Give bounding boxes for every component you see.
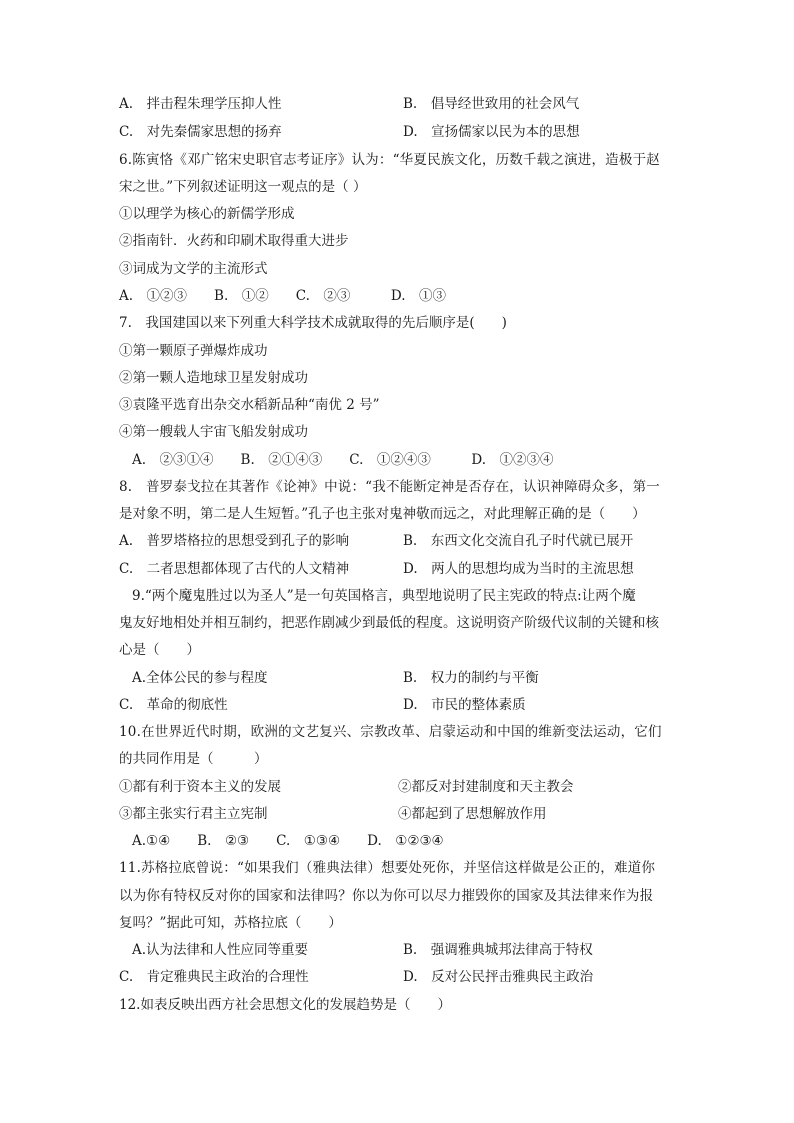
q9-option-a: A.全体公民的参与程度 (132, 670, 268, 686)
q9-option-d: D. 市民的整体素质 (403, 697, 526, 713)
q11-option-a: A.认为法律和人性应同等重要 (132, 942, 309, 958)
q5-option-c: C. 对先秦儒家思想的扬弃 (119, 124, 282, 140)
q10-stem-line-2: 的共同作用是（ ） (119, 751, 268, 767)
q9-stem-line-1: 9.“两个魔鬼胜过以为圣人”是一句英国格言，典型地说明了民主宪政的特点:让两个魔 (132, 588, 636, 604)
q5-option-a: A. 拌击程朱理学压抑人性 (119, 96, 282, 112)
q10-options: A.①④ B. ②③ C. ①③④ D. ①②③④ (132, 833, 444, 849)
q6-stem-line-1: 6.陈寅恪《邓广铭宋史职官志考证序》认为：“华夏民族文化，历数千载之演进，造极于赵 (119, 152, 660, 168)
q9-option-b: B. 权力的制约与平衡 (403, 670, 539, 686)
q7-item-3: ③袁隆平选育出杂交水稻新品种“南优 2 号” (119, 397, 380, 413)
q8-option-b: B. 东西文化交流自孔子时代就已展开 (403, 533, 634, 549)
q11-option-b: B. 强调雅典城邦法律高于特权 (403, 942, 593, 958)
q11-stem-line-2: 以为你有特权反对你的国家和法律吗？你以为你可以尽力摧毁你的国家及其法律来作为报 (119, 888, 654, 904)
q6-options: A. ①②③ B. ①② C. ②③ D. ①③ (119, 288, 447, 304)
q7-stem: 7. 我国建国以来下列重大科学技术成就取得的先后顺序是( ) (119, 315, 507, 331)
q8-option-c: C. 二者思想都体现了古代的人文精神 (119, 561, 350, 577)
q7-item-1: ①第一颗原子弹爆炸成功 (119, 343, 268, 359)
q6-item-1: ①以理学为核心的新儒学形成 (119, 206, 295, 222)
q10-item-3: ③都主张实行君主立宪制 (119, 806, 268, 822)
q12-stem: 12.如表反映出西方社会思想文化的发展趋势是（ ） (119, 997, 451, 1013)
q10-item-4: ④都起到了思想解放作用 (398, 806, 547, 822)
q8-stem-line-2: 是对象不明，第二是人生短暂。”孔子也主张对鬼神敬而远之，对此理解正确的是（ ） (119, 506, 646, 522)
q8-option-a: A. 普罗塔格拉的思想受到孔子的影响 (119, 533, 350, 549)
q10-stem-line-1: 10.在世界近代时期，欧洲的文艺复兴、宗教改革、启蒙运动和中国的维新变法运动，它们 (119, 724, 662, 740)
q6-item-2: ②指南针．火药和印刷术取得重大进步 (119, 233, 349, 249)
q5-option-d: D. 宣扬儒家以民为本的思想 (403, 124, 580, 140)
q8-stem-line-1: 8. 普罗泰戈拉在其著作《论神》中说：“我不能断定神是否存在，认识神障碍众多，第一 (119, 479, 660, 495)
q9-stem-line-3: 心是（ ） (119, 642, 200, 658)
q7-item-4: ④第一艘载人宇宙飞船发射成功 (119, 424, 308, 440)
q6-stem-line-2: 宋之世。”下列叙述证明这一观点的是（ ） (119, 179, 367, 195)
q7-options: A. ②③①④ B. ②①④③ C. ①②④③ D. ①②③④ (132, 452, 554, 468)
q7-item-2: ②第一颗人造地球卫星发射成功 (119, 370, 308, 386)
q5-option-b: B. 倡导经世致用的社会风气 (403, 96, 580, 112)
q6-item-3: ③词成为文学的主流形式 (119, 261, 268, 277)
q11-stem-line-3: 复吗？”据此可知，苏格拉底（ ） (119, 915, 342, 931)
q9-stem-line-2: 鬼友好地相处并相互制约，把恶作剧减少到最低的程度。这说明资产阶级代议制的关键和核 (119, 615, 659, 631)
q11-option-c: C. 肯定雅典民主政治的合理性 (119, 969, 309, 985)
q8-option-d: D. 两人的思想均成为当时的主流思想 (403, 561, 634, 577)
q9-option-c: C. 革命的彻底性 (119, 697, 228, 713)
q10-item-2: ②都反对封建制度和天主教会 (398, 779, 574, 795)
q11-stem-line-1: 11.苏格拉底曾说：“如果我们（雅典法律）想要处死你，并坚信这样做是公正的，难道你 (119, 860, 656, 876)
q11-option-d: D. 反对公民抨击雅典民主政治 (403, 969, 594, 985)
q10-item-1: ①都有利于资本主义的发展 (119, 779, 281, 795)
